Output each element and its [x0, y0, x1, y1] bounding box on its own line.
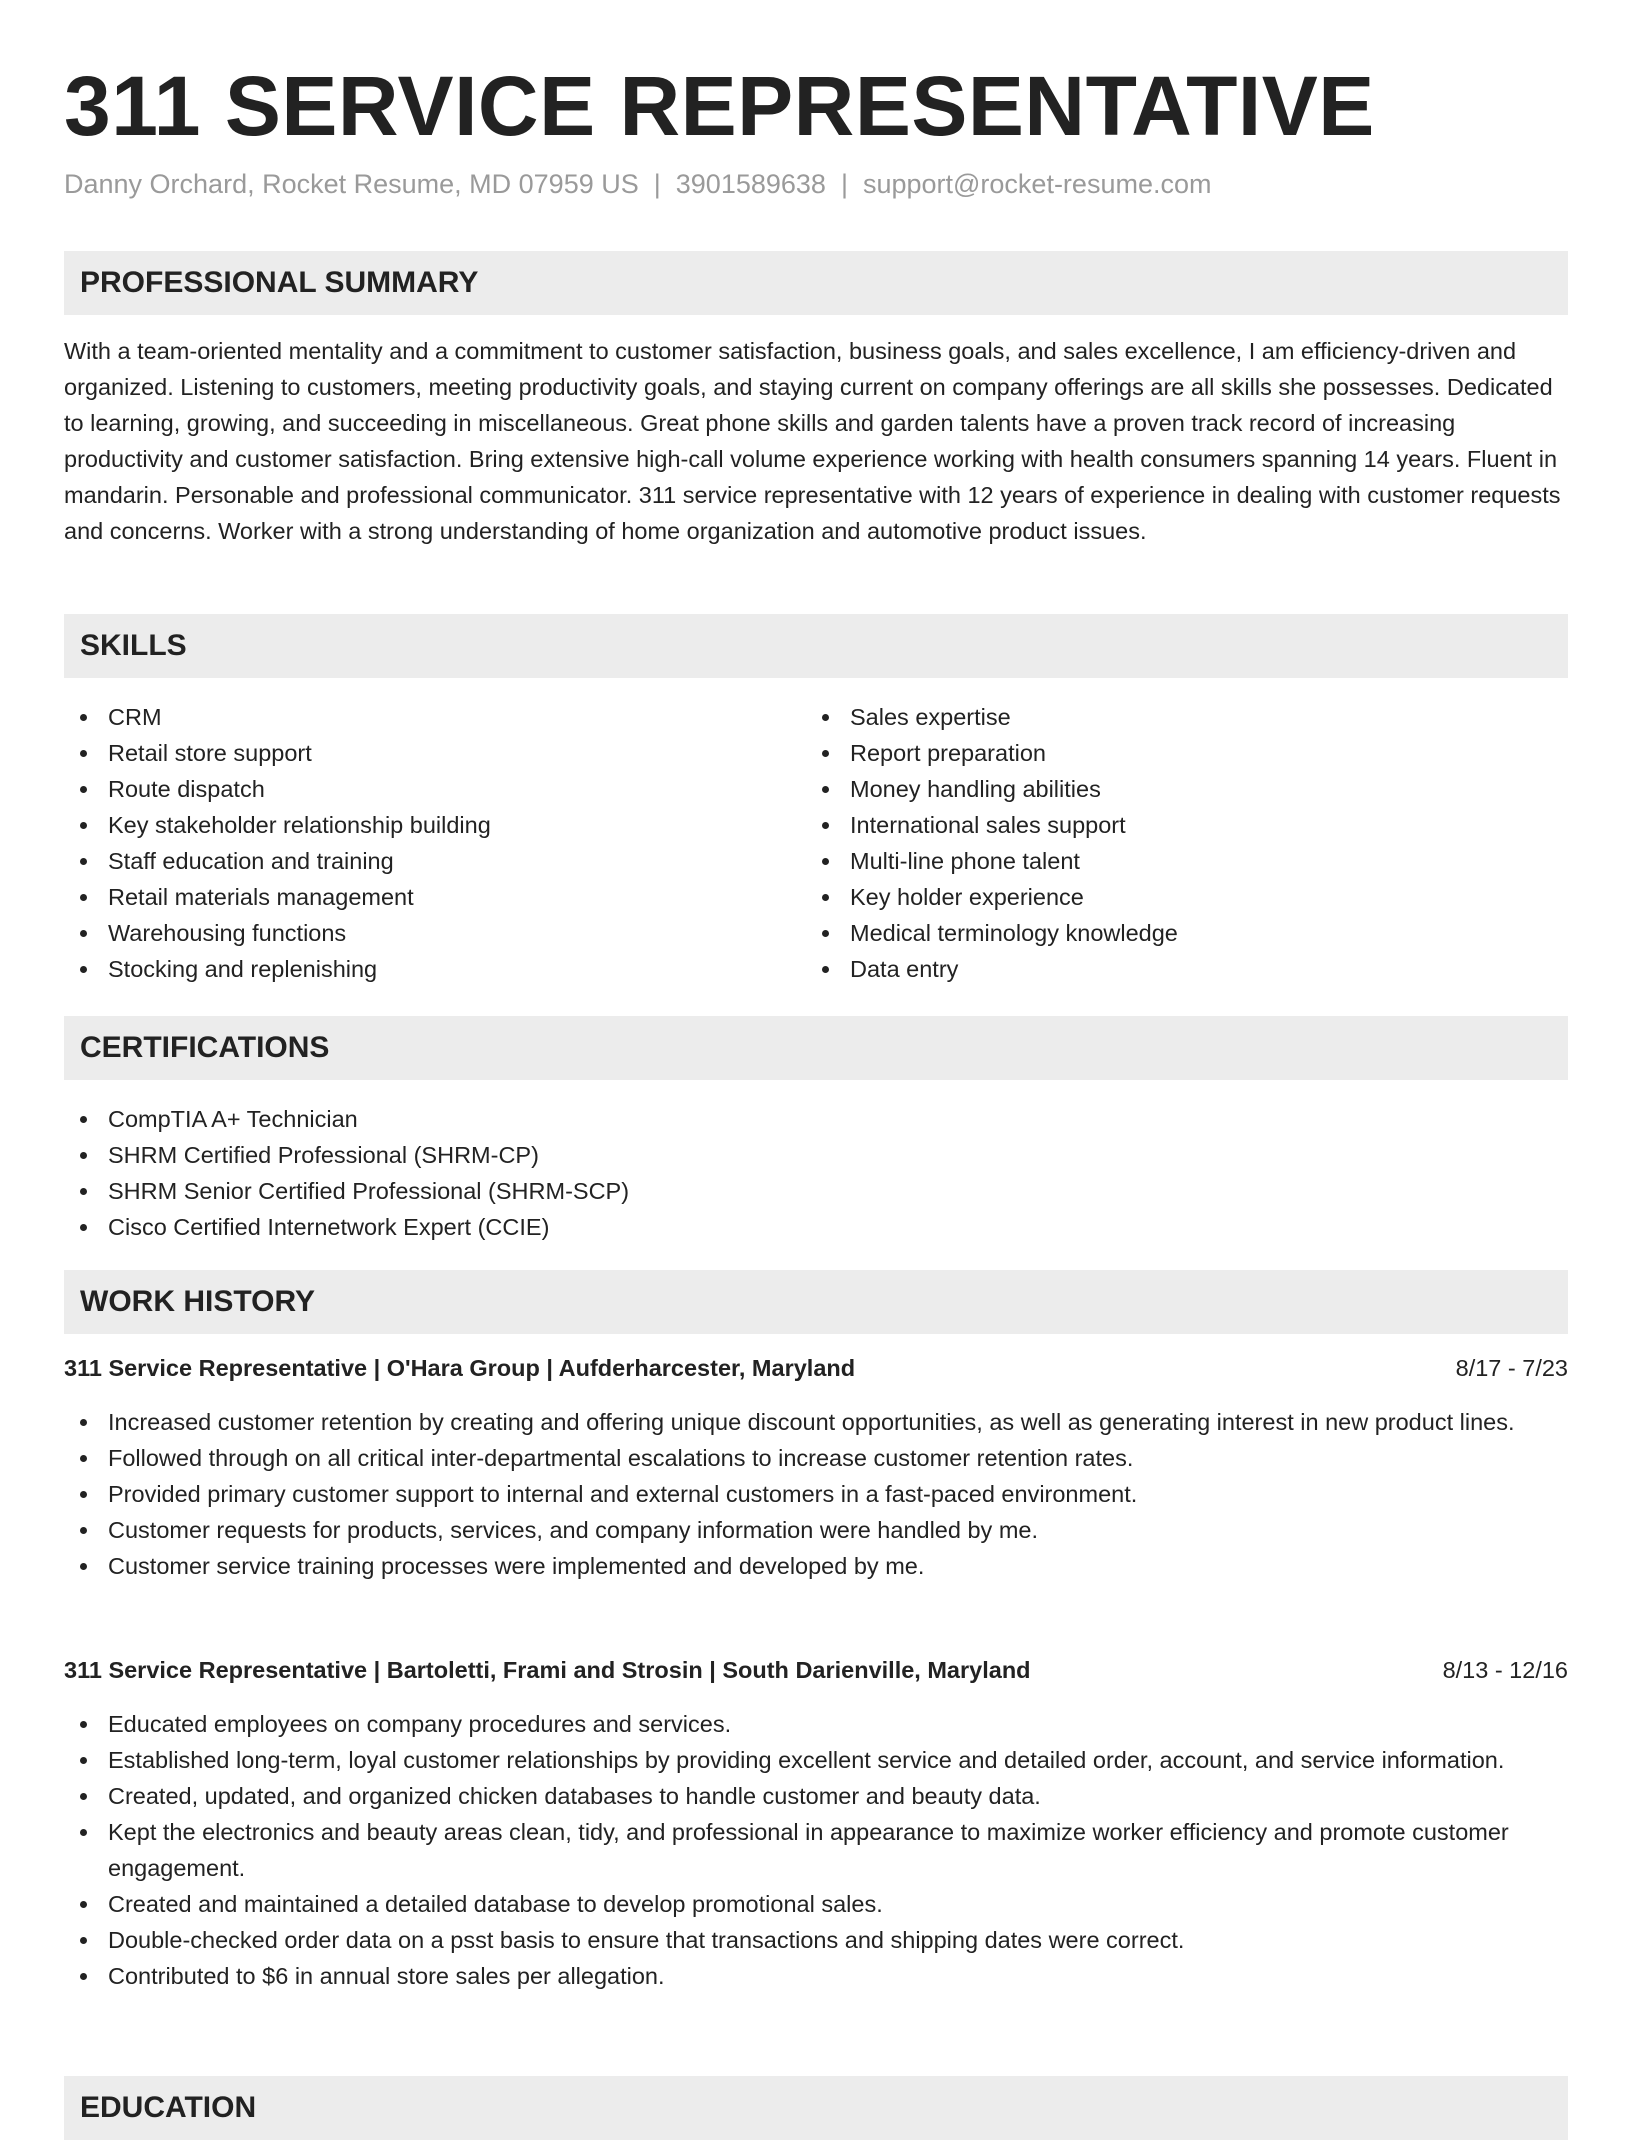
skill-item: Report preparation: [806, 735, 1506, 771]
summary-text: With a team-oriented mentality and a commitment to customer satisfaction, business goals, and sales excellence, I am efficiency-driven and organized. Listening to customers, meeting productivity goals, and staying current on company offerings are all skills she possesses. Dedicated to learning, growing, and succeeding in miscellaneous. Great phone skills and garden talents have a proven track record of increasing productivity and customer satisfaction. Bring extensive high-call volume experience working with health consumers spanning 14 years. Fluent in mandarin. Personable and professional communicator. 311 service representative with 12 years of experience in dealing with customer requests and concerns. Worker with a strong understanding of home organization and automotive product issues.: [64, 338, 1561, 544]
contact-phone: 3901589638: [675, 169, 826, 199]
education-heading: EDUCATION: [64, 2076, 1568, 2140]
skill-item: Multi-line phone talent: [806, 843, 1506, 879]
job-dates: 8/17 - 7/23: [1455, 1355, 1568, 1381]
job-duties: [64, 1706, 1568, 1994]
skills-column-left: [64, 699, 764, 987]
job-duty-item: Customer requests for products, services, and company information were handled by me.: [64, 1512, 1568, 1548]
skill-item: Retail store support: [64, 735, 764, 771]
certifications-heading: CERTIFICATIONS: [64, 1016, 1568, 1080]
job-duty-item: Established long-term, loyal customer relationships by providing excellent service and detailed order, account, and service information.: [64, 1742, 1568, 1778]
skills-heading: SKILLS: [64, 614, 1568, 678]
certification-item: Cisco Certified Internetwork Expert (CCIE): [64, 1209, 1568, 1245]
job-duty-item: Customer service training processes were implemented and developed by me.: [64, 1548, 1568, 1584]
skill-item: Warehousing functions: [64, 915, 764, 951]
skill-item: Stocking and replenishing: [64, 951, 764, 987]
skill-item: Staff education and training: [64, 843, 764, 879]
job-duty-item: Created and maintained a detailed database to develop promotional sales.: [64, 1886, 1568, 1922]
skill-item: Data entry: [806, 951, 1506, 987]
job-duty-item: Educated employees on company procedures and services.: [64, 1706, 1568, 1742]
job-header: [64, 1652, 1568, 1688]
job-duty-item: Provided primary customer support to internal and external customers in a fast-paced environment.: [64, 1476, 1568, 1512]
skill-item: Key holder experience: [806, 879, 1506, 915]
contact-separator: |: [840, 169, 848, 199]
job-duty-item: Followed through on all critical inter-departmental escalations to increase customer retention rates.: [64, 1440, 1568, 1476]
job-title: 311 Service Representative | Bartoletti, Frami and Strosin | South Darienville, Maryland: [64, 1657, 1031, 1683]
skill-item: Sales expertise: [806, 699, 1506, 735]
contact-email[interactable]: support@rocket-resume.com: [862, 169, 1212, 199]
skills-column-right: [806, 699, 1506, 987]
skill-item: Route dispatch: [64, 771, 764, 807]
skill-item: International sales support: [806, 807, 1506, 843]
summary-heading: PROFESSIONAL SUMMARY: [64, 251, 1568, 315]
job-duty-item: Double-checked order data on a psst basis to ensure that transactions and shipping dates were correct.: [64, 1922, 1568, 1958]
skill-item: CRM: [64, 699, 764, 735]
certification-item: SHRM Certified Professional (SHRM-CP): [64, 1137, 1568, 1173]
job-title: 311 Service Representative | O'Hara Group | Aufderharcester, Maryland: [64, 1355, 856, 1381]
work-history-heading: WORK HISTORY: [64, 1270, 1568, 1334]
contact-line: [64, 166, 1211, 202]
job-duty-item: Contributed to $6 in annual store sales per allegation.: [64, 1958, 1568, 1994]
certification-item: CompTIA A+ Technician: [64, 1101, 1568, 1137]
skill-item: Retail materials management: [64, 879, 764, 915]
resume-title: 311 SERVICE REPRESENTATIVE: [64, 59, 1375, 153]
contact-separator: |: [653, 169, 661, 199]
skill-item: Money handling abilities: [806, 771, 1506, 807]
contact-address: Danny Orchard, Rocket Resume, MD 07959 US: [64, 169, 639, 199]
skill-item: Medical terminology knowledge: [806, 915, 1506, 951]
job-duty-item: Created, updated, and organized chicken databases to handle customer and beauty data.: [64, 1778, 1568, 1814]
job-header: [64, 1350, 1568, 1386]
job-duties: [64, 1404, 1568, 1584]
job-duty-item: Kept the electronics and beauty areas clean, tidy, and professional in appearance to maximize worker efficiency and promote customer engagement.: [64, 1814, 1568, 1886]
certification-item: SHRM Senior Certified Professional (SHRM-SCP): [64, 1173, 1568, 1209]
job-dates: 8/13 - 12/16: [1442, 1657, 1568, 1683]
skill-item: Key stakeholder relationship building: [64, 807, 764, 843]
certifications-list: [64, 1101, 1568, 1245]
job-duty-item: Increased customer retention by creating and offering unique discount opportunities, as well as generating interest in new product lines.: [64, 1404, 1568, 1440]
